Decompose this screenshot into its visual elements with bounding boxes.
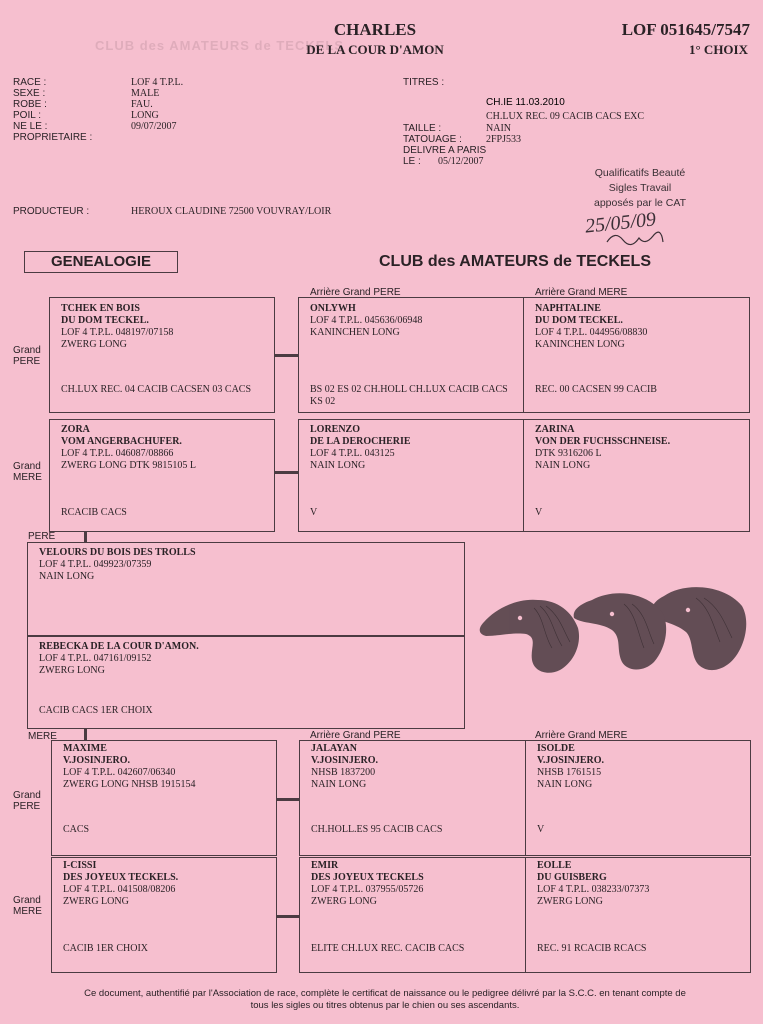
dam-agm1-desc: NAIN LONG: [537, 779, 593, 790]
dam-gp-titles: CACS: [63, 824, 90, 835]
dam-agm1-titles: V: [537, 824, 545, 835]
titres-handwritten: CH.IE 11.03.2010: [486, 97, 565, 108]
sire-reg: LOF 4 T.P.L. 049923/07359: [39, 559, 152, 570]
mere-word: MERE: [13, 472, 42, 483]
le-label: LE :: [403, 156, 421, 167]
grand-pere-label-1: [13, 345, 41, 367]
sire-agp2-name: LORENZO: [310, 424, 361, 435]
taille-label: TAILLE :: [403, 123, 442, 134]
dam-gm-affix: DES JOYEUX TECKELS.: [63, 872, 179, 883]
dam-agm1-affix: V.JOSINJERO.: [537, 755, 605, 766]
grand-word: Grand: [13, 895, 41, 906]
sire-agm2-desc: NAIN LONG: [535, 460, 591, 471]
sire-gp-titles: CH.LUX REC. 04 CACIB CACSEN 03 CACS: [61, 384, 252, 395]
sire-grandfather-box: [49, 297, 275, 413]
robe-value: FAU.: [131, 99, 153, 110]
dam-agp2-affix: DES JOYEUX TECKELS: [311, 872, 424, 883]
sire-gm-affix: VOM ANGERBACHUFER.: [61, 436, 182, 447]
dam-agm2-name: EOLLE: [537, 860, 572, 871]
sire-agm2-name: ZARINA: [535, 424, 575, 435]
dam-name: REBECKA DE LA COUR D'AMON.: [39, 641, 199, 652]
dam-agp1-desc: NAIN LONG: [311, 779, 367, 790]
dog-name: CHARLES: [333, 20, 417, 39]
ne-le-value: 09/07/2007: [131, 121, 177, 132]
dachshund-heads-illustration: [474, 578, 752, 678]
sexe-value: MALE: [131, 88, 160, 99]
sire-gm-titles: RCACIB CACS: [61, 507, 127, 518]
stamp-line-1: Qualificatifs Beauté: [594, 167, 686, 179]
pere-label: PERE: [28, 531, 56, 542]
sire-gm-name: ZORA: [61, 424, 90, 435]
sire-gp-reg: LOF 4 T.P.L. 048197/07158: [61, 327, 174, 338]
connector-sire-gp: [274, 354, 298, 357]
titres-label: TITRES :: [403, 77, 445, 88]
sire-gp-affix: DU DOM TECKEL.: [61, 315, 149, 326]
sexe-label: SEXE :: [13, 88, 46, 99]
dam-box: [27, 636, 465, 729]
grand-mere-label-2: [13, 895, 42, 917]
robe-label: ROBE :: [13, 99, 47, 110]
pere-word: PERE: [13, 801, 41, 812]
stamp-handwritten-date: 25/05/09: [583, 208, 658, 238]
pere-word: PERE: [13, 356, 41, 367]
lof-number: LOF 051645/7547: [621, 20, 750, 39]
sire-agm1-name: NAPHTALINE: [535, 303, 601, 314]
signature-scribble: [605, 228, 665, 250]
dam-titles: CACIB CACS 1ER CHOIX: [39, 705, 153, 716]
grand-word: Grand: [13, 461, 41, 472]
sire-agp1-box: [298, 297, 524, 413]
dam-agm1-reg: NHSB 1761515: [537, 767, 602, 778]
dam-agm2-reg: LOF 4 T.P.L. 038233/07373: [537, 884, 650, 895]
ag-mere-header-2: Arrière Grand MERE: [535, 730, 628, 741]
dam-agp1-name: JALAYAN: [311, 743, 357, 754]
tatouage-value: 2FPJ533: [486, 134, 522, 145]
le-value: 05/12/2007: [438, 156, 484, 167]
dam-desc: ZWERG LONG: [39, 665, 105, 676]
footer-note: [20, 988, 750, 1012]
connector-dam-gp: [276, 798, 299, 801]
sire-desc: NAIN LONG: [39, 571, 95, 582]
producteur-value: HEROUX CLAUDINE 72500 VOUVRAY/LOIR: [131, 206, 332, 217]
dam-agm2-affix: DU GUISBERG: [537, 872, 607, 883]
sire-name: VELOURS DU BOIS DES TROLLS: [39, 547, 196, 558]
dam-gp-name: MAXIME: [63, 743, 107, 754]
footer-line-2: tous les sigles ou titres obtenus par le chien ou ses ascendants.: [250, 1000, 520, 1011]
club-title: CLUB des AMATEURS de TECKELS: [378, 253, 651, 270]
sire-agm2-titles: V: [535, 507, 543, 518]
grade: 1° CHOIX: [688, 42, 748, 57]
dam-grandmother-box: [51, 857, 277, 973]
sire-agm1-titles: REC. 00 CACSEN 99 CACIB: [535, 384, 657, 395]
tatouage-label: TATOUAGE :: [403, 134, 462, 145]
dam-gm-reg: LOF 4 T.P.L. 041508/08206: [63, 884, 176, 895]
dam-gm-titles: CACIB 1ER CHOIX: [63, 943, 149, 954]
cat-stamp: [570, 166, 710, 211]
dam-agp1-affix: V.JOSINJERO.: [311, 755, 379, 766]
producteur-label: PRODUCTEUR :: [13, 206, 90, 217]
grand-word: Grand: [13, 790, 41, 801]
ag-mere-header-1: Arrière Grand MERE: [535, 287, 628, 298]
sire-gp-desc: ZWERG LONG: [61, 339, 127, 350]
identity-values: [131, 77, 183, 132]
identity-labels: [13, 77, 92, 143]
sire-agp2-titles: V: [310, 507, 318, 518]
poil-value: LONG: [131, 110, 159, 121]
registration-values: [486, 123, 521, 145]
watermark: CLUB des AMATEURS de TECKELS: [95, 38, 345, 53]
dam-gm-desc: ZWERG LONG: [63, 896, 129, 907]
sire-agp1-desc: KANINCHEN LONG: [310, 327, 400, 338]
sire-agp2-reg: LOF 4 T.P.L. 043125: [310, 448, 395, 459]
ne-le-label: NE LE :: [13, 121, 48, 132]
connector-pere: [84, 531, 87, 542]
ag-pere-header-1: Arrière Grand PERE: [310, 287, 401, 298]
sire-agm1-box: [523, 297, 750, 413]
titres-value: CH.LUX REC. 09 CACIB CACS EXC: [486, 111, 645, 122]
dog-affix: DE LA COUR D'AMON: [306, 42, 444, 57]
stamp-line-2: Sigles Travail: [608, 182, 672, 194]
sire-box: [27, 542, 465, 636]
taille-value: NAIN: [486, 123, 511, 134]
dam-gp-affix: V.JOSINJERO.: [63, 755, 131, 766]
grand-pere-label-2: [13, 790, 41, 812]
genealogie-title: GENEALOGIE: [24, 251, 178, 273]
sire-agp1-titles: BS 02 ES 02 CH.HOLL CH.LUX CACIB CACS: [310, 384, 508, 395]
sire-agp2-desc: NAIN LONG: [310, 460, 366, 471]
dam-agp2-name: EMIR: [311, 860, 339, 871]
stamp-line-3: apposés par le CAT: [593, 197, 687, 209]
sire-gm-desc: ZWERG LONG DTK 9815105 L: [61, 460, 196, 471]
sire-agp1-titles-2: KS 02: [310, 396, 336, 407]
footer-line-1: Ce document, authentifié par l'Association de race, complète le certificat de naissance ou le pedigree délivré par la S.C.C. en tenant compte de: [84, 988, 686, 999]
delivre-label: DELIVRE A PARIS: [403, 145, 487, 156]
dam-agm2-box: [525, 857, 751, 973]
dam-agp2-titles: ELITE CH.LUX REC. CACIB CACS: [311, 943, 465, 954]
mere-word: MERE: [13, 906, 42, 917]
dam-agm2-titles: REC. 91 RCACIB RCACS: [537, 943, 647, 954]
sire-agm1-desc: KANINCHEN LONG: [535, 339, 625, 350]
sire-grandmother-box: [49, 419, 275, 532]
sire-agm2-affix: VON DER FUCHSSCHNEISE.: [535, 436, 671, 447]
sire-gm-reg: LOF 4 T.P.L. 046087/08866: [61, 448, 174, 459]
poil-label: POIL :: [13, 110, 41, 121]
dam-gp-desc: ZWERG LONG NHSB 1915154: [63, 779, 196, 790]
sire-agm1-reg: LOF 4 T.P.L. 044956/08830: [535, 327, 648, 338]
dam-agp2-desc: ZWERG LONG: [311, 896, 377, 907]
dam-reg: LOF 4 T.P.L. 047161/09152: [39, 653, 152, 664]
race-value: LOF 4 T.P.L.: [131, 77, 184, 88]
connector-sire-gm: [274, 471, 298, 474]
dam-agp2-reg: LOF 4 T.P.L. 037955/05726: [311, 884, 424, 895]
dam-grandfather-box: [51, 740, 277, 856]
sire-agp1-name: ONLYWH: [310, 303, 356, 314]
dam-agp1-reg: NHSB 1837200: [311, 767, 376, 778]
mere-label: MERE: [28, 731, 57, 742]
dam-gm-name: I-CISSI: [63, 860, 97, 871]
dam-gp-reg: LOF 4 T.P.L. 042607/06340: [63, 767, 176, 778]
sire-agm2-box: [523, 419, 750, 532]
sire-agm2-reg: DTK 9316206 L: [535, 448, 602, 459]
dam-agp1-box: [299, 740, 526, 856]
sire-agp2-affix: DE LA DEROCHERIE: [310, 436, 411, 447]
sire-agm1-affix: DU DOM TECKEL.: [535, 315, 623, 326]
grand-word: Grand: [13, 345, 41, 356]
dam-agm1-box: [525, 740, 751, 856]
ag-pere-header-2: Arrière Grand PERE: [310, 730, 401, 741]
sire-gp-name: TCHEK EN BOIS: [61, 303, 140, 314]
race-label: RACE :: [13, 77, 47, 88]
connector-dam-gm: [276, 915, 299, 918]
dam-agm2-desc: ZWERG LONG: [537, 896, 603, 907]
sire-agp1-reg: LOF 4 T.P.L. 045636/06948: [310, 315, 423, 326]
grand-mere-label-1: [13, 461, 42, 483]
proprietaire-label: PROPRIETAIRE :: [13, 132, 93, 143]
dam-agp2-box: [299, 857, 526, 973]
sire-agp2-box: [298, 419, 524, 532]
dam-agm1-name: ISOLDE: [537, 743, 575, 754]
dam-agp1-titles: CH.HOLL.ES 95 CACIB CACS: [311, 824, 443, 835]
